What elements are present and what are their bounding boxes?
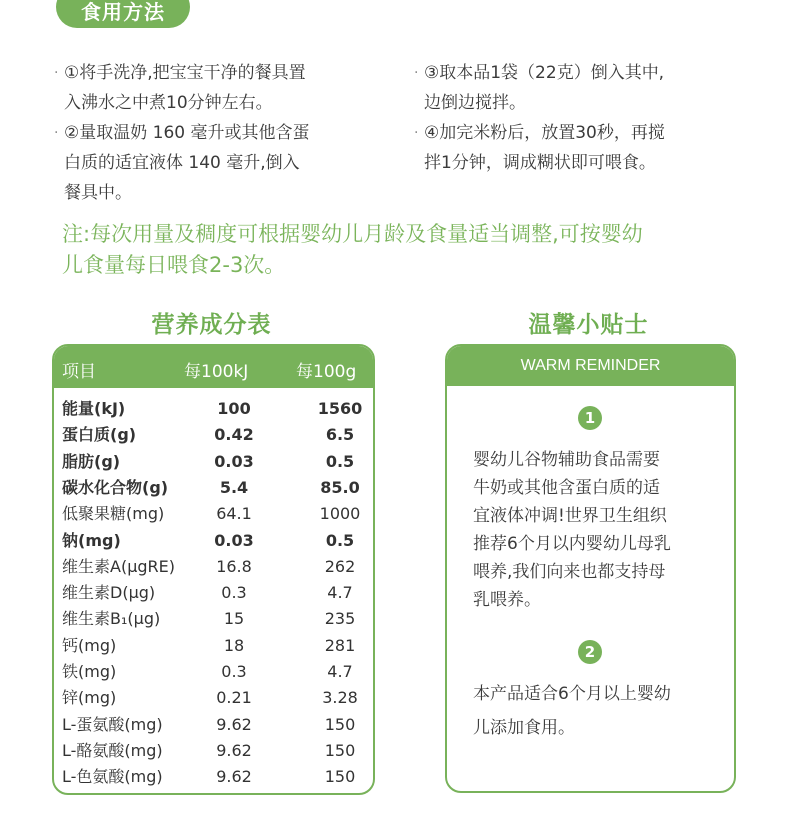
step-line: ②量取温奶 160 毫升或其他含蛋 [64, 123, 310, 143]
nutrient-name: L-色氨酸(mg) [62, 767, 163, 787]
reminder-line: 本产品适合6个月以上婴幼 [473, 684, 671, 704]
note-line: 儿食量每日喂食2-3次。 [62, 253, 286, 277]
nutrition-row [54, 396, 373, 422]
step-3 [414, 58, 744, 118]
nutrient-name: 低聚果糖(mg) [62, 504, 165, 524]
value-per-100g: 0.5 [325, 451, 355, 471]
step-line: ④加完米粉后，放置30秒，再搅 [424, 123, 665, 143]
value-per-100g: 150 [324, 740, 356, 760]
value-per-100g: 1560 [317, 399, 363, 418]
value-per-100g: 6.5 [325, 425, 355, 445]
reminder-title: 温馨小贴士 [528, 312, 649, 338]
value-per-100kj: 100 [217, 399, 251, 418]
nutrient-name: 脂肪(g) [62, 451, 121, 471]
reminder-line: 乳喂养。 [473, 590, 541, 610]
value-per-100g: 235 [324, 609, 356, 629]
value-per-100kj: 16.8 [216, 556, 252, 576]
nutrient-name: 蛋白质(g) [62, 425, 137, 445]
value-per-100kj: 18 [223, 635, 245, 655]
nutrition-row [54, 712, 373, 738]
value-per-100kj: 64.1 [216, 504, 252, 524]
value-per-100kj: 0.3 [221, 583, 247, 603]
value-per-100kj: 0.03 [214, 530, 254, 550]
header-per-100g: 每100g [296, 362, 357, 382]
step-line: ①将手洗净,把宝宝干净的餐具置 [64, 63, 306, 83]
nutrient-name: 钙(mg) [62, 635, 117, 655]
value-per-100g: 0.5 [325, 530, 355, 550]
nutrition-title: 营养成分表 [151, 312, 272, 338]
note-line: 注:每次用量及稠度可根据婴幼儿月龄及食量适当调整,可按婴幼 [62, 222, 643, 246]
nutrient-name: 维生素D(μg) [62, 583, 156, 603]
reminder-number-badge: 1 [578, 406, 602, 430]
nutrient-name: 维生素B₁(μg) [62, 609, 161, 629]
reminder-line: 推荐6个月以内婴幼儿母乳 [473, 534, 671, 554]
bullet-dot: · [54, 65, 59, 81]
step-line: 白质的适宜液体 140 毫升,倒入 [64, 153, 300, 173]
nutrition-row [54, 606, 373, 632]
bullet-dot: · [54, 125, 59, 141]
nutrition-row [54, 449, 373, 475]
reminder-line: 宜液体冲调!世界卫生组织 [473, 506, 667, 526]
nutrition-row [54, 501, 373, 527]
value-per-100kj: 0.03 [214, 451, 254, 471]
step-2 [54, 118, 364, 208]
nutrition-row [54, 738, 373, 764]
bullet-dot: · [414, 65, 419, 81]
nutrition-row [54, 580, 373, 606]
nutrient-name: 维生素A(μgRE) [62, 556, 175, 576]
nutrient-name: L-酪氨酸(mg) [62, 740, 163, 760]
step-4 [414, 118, 744, 178]
value-per-100g: 4.7 [327, 583, 353, 603]
value-per-100g: 281 [324, 635, 356, 655]
section-tag-usage: 食用方法 [56, 0, 190, 28]
nutrition-row [54, 554, 373, 580]
value-per-100kj: 9.62 [216, 767, 252, 787]
value-per-100g: 1000 [319, 504, 361, 524]
nutrition-row [54, 659, 373, 685]
value-per-100kj: 9.62 [216, 714, 252, 734]
reminder-card [445, 344, 736, 793]
value-per-100kj: 5.4 [219, 477, 249, 497]
nutrient-name: 锌(mg) [62, 688, 117, 708]
value-per-100g: 4.7 [327, 662, 353, 681]
reminder-line: 儿添加食用。 [473, 718, 575, 738]
reminder-line: 牛奶或其他含蛋白质的适 [473, 478, 660, 498]
nutrition-row [54, 685, 373, 711]
nutrition-table [52, 344, 375, 795]
step-line: 入沸水之中煮10分钟左右。 [64, 93, 273, 113]
nutrition-row [54, 633, 373, 659]
header-per-100kj: 每100kJ [184, 362, 249, 382]
nutrient-name: 钠(mg) [62, 530, 121, 550]
step-line: 拌1分钟，调成糊状即可喂食。 [424, 153, 656, 173]
value-per-100g: 262 [324, 556, 356, 576]
value-per-100g: 150 [324, 714, 356, 734]
reminder-number-badge: 2 [578, 640, 602, 664]
step-line: 餐具中。 [64, 183, 132, 203]
value-per-100kj: 0.3 [221, 662, 247, 681]
nutrition-row [54, 764, 373, 790]
nutrient-name: L-蛋氨酸(mg) [62, 714, 163, 734]
header-item: 项目 [62, 362, 96, 382]
step-1 [54, 58, 364, 118]
nutrition-row [54, 528, 373, 554]
reminder-card-header: WARM REMINDER [447, 346, 734, 386]
step-line: 边倒边搅拌。 [424, 93, 526, 113]
usage-note [62, 219, 722, 281]
value-per-100g: 3.28 [322, 688, 358, 708]
value-per-100kj: 9.62 [216, 740, 252, 760]
nutrient-name: 铁(mg) [62, 662, 117, 681]
nutrition-row [54, 475, 373, 501]
reminder-item-2 [473, 680, 723, 742]
reminder-line: 婴幼儿谷物辅助食品需要 [473, 450, 660, 470]
value-per-100kj: 15 [223, 609, 245, 629]
value-per-100kj: 0.21 [216, 688, 252, 708]
value-per-100kj: 0.42 [214, 425, 254, 445]
nutrient-name: 能量(kJ) [62, 399, 126, 418]
reminder-item-1 [473, 446, 723, 614]
nutrient-name: 碳水化合物(g) [62, 477, 169, 497]
nutrition-table-header [54, 346, 373, 388]
step-line: ③取本品1袋（22克）倒入其中, [424, 63, 665, 83]
reminder-line: 喂养,我们向来也都支持母 [473, 562, 666, 582]
value-per-100g: 85.0 [320, 477, 360, 497]
bullet-dot: · [414, 125, 419, 141]
value-per-100g: 150 [324, 767, 356, 787]
nutrition-row [54, 422, 373, 448]
